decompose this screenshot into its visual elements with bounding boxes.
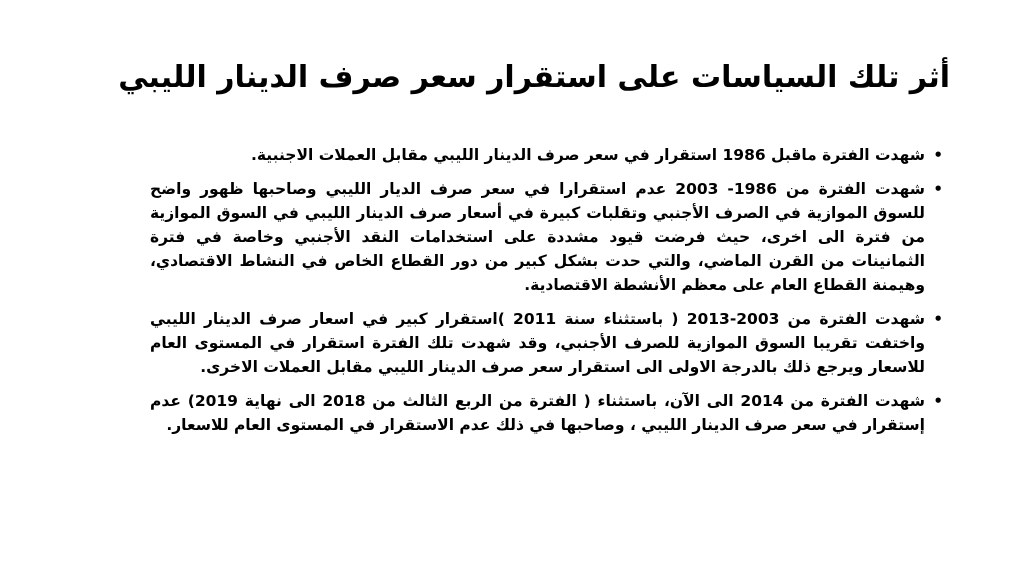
slide-title: أثر تلك السياسات على استقرار سعر صرف الدينار الليبي	[118, 60, 950, 95]
bullet-text: شهدت الفترة من 2014 الى الآن، باستثناء ( الفترة من الربع الثالث من 2018 الى نهاية 2019) عدم إستقرار في سعر صرف الدينار الليبي ، وصاحبها في ذلك عدم الاستقرار في المستوى العام للاسعار.	[150, 392, 925, 434]
bullet-item	[150, 307, 943, 379]
bullet-marker: •	[933, 146, 943, 164]
bullet-list	[150, 143, 943, 447]
bullet-item	[150, 389, 943, 437]
bullet-item	[150, 143, 943, 167]
bullet-text: شهدت الفترة ماقبل 1986 استقرار في سعر صرف الدينار الليبي مقابل العملات الاجنبية.	[251, 146, 925, 164]
bullet-marker: •	[933, 310, 943, 328]
bullet-item	[150, 177, 943, 297]
bullet-text: شهدت الفترة من 2003-2013 ( باستثناء سنة 2011 )استقرار كبير في اسعار صرف الدينار الليبي واختفت تقريبا السوق الموازية للصرف الأجنبي، وقد شهدت تلك الفترة استقرار في المستوى العام للاسعار ويرجع ذلك بالدرجة الاولى الى استقرار سعر صرف الدينار الليبي مقابل العملات الاخرى.	[150, 310, 925, 376]
bullet-marker: •	[933, 392, 943, 410]
bullet-marker: •	[933, 180, 943, 198]
bullet-text: شهدت الفترة من 1986- 2003 عدم استقرارا في سعر صرف الديار الليبي وصاحبها ظهور واضح للسوق الموازية في الصرف الأجنبي وتقلبات كبيرة في أسعار صرف الدينار الليبي في السوق الموازية من فترة الى اخرى، حيث فرضت قيود مشددة على استخدامات النقد الأجنبي وخاصة في فترة الثمانينات من القرن الماضي، والتي حدت بشكل كبير من دور القطاع الخاص في النشاط الاقتصادي، وهيمنة القطاع العام على معظم الأنشطة الاقتصادية.	[150, 180, 925, 294]
